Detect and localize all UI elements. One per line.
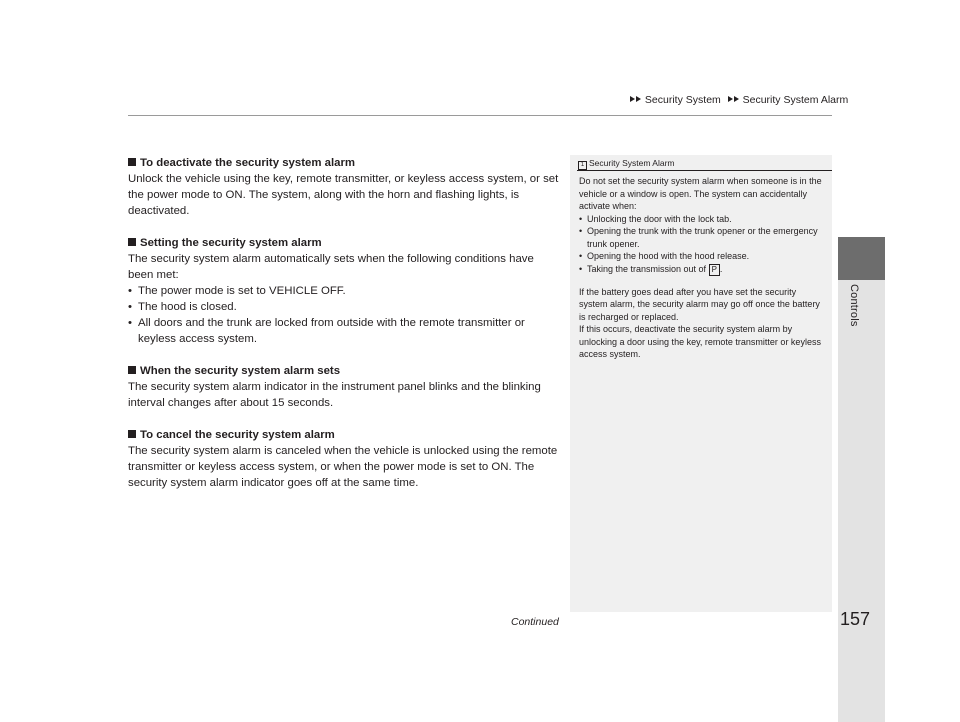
- list-item: • Taking the transmission out of P .: [579, 263, 723, 274]
- bullet-dot-icon: •: [579, 226, 583, 236]
- park-gear-icon: P: [709, 264, 720, 276]
- breadcrumb-item-section[interactable]: Security System: [644, 94, 721, 106]
- section-alarm-sets: [128, 363, 560, 411]
- square-bullet-icon: [128, 366, 136, 374]
- bullet-dot-icon: •: [579, 213, 583, 224]
- sidebar-title: 1 Security System Alarm: [578, 158, 675, 170]
- header-divider: [128, 115, 832, 116]
- breadcrumb: [630, 94, 848, 106]
- breadcrumb-arrow-icon: [636, 96, 641, 102]
- section-deactivate: [128, 155, 560, 219]
- list-item: • All doors and the trunk are locked from outside with the remote transmitter or keyless access system.: [128, 317, 525, 345]
- sidebar-divider: [577, 170, 832, 171]
- section-body: The security system alarm indicator in the instrument panel blinks and the blinking interval changes after about 15 seconds.: [128, 381, 541, 409]
- page-number: 157: [840, 609, 871, 629]
- condition-list: [128, 283, 560, 347]
- sidebar-paragraph: If this occurs, deactivate the security system alarm by unlocking a door using the key, remote transmitter or keyless access system.: [579, 324, 821, 359]
- section-cancel: [128, 427, 560, 491]
- square-bullet-icon: [128, 238, 136, 246]
- sidebar-list: [579, 213, 826, 276]
- side-tab-marker: [838, 237, 885, 280]
- section-heading: To deactivate the security system alarm: [128, 155, 560, 171]
- bullet-dot-icon: •: [128, 317, 132, 329]
- section-heading: When the security system alarm sets: [128, 363, 560, 379]
- section-setting: [128, 235, 560, 347]
- bullet-dot-icon: •: [128, 301, 132, 313]
- list-item: • The power mode is set to VEHICLE OFF.: [128, 285, 346, 297]
- bullet-dot-icon: •: [579, 251, 583, 261]
- section-heading: To cancel the security system alarm: [128, 427, 560, 443]
- side-tab-label: Controls: [848, 284, 860, 327]
- section-heading: Setting the security system alarm: [128, 235, 560, 251]
- list-item: • The hood is closed.: [128, 301, 237, 313]
- side-tab-strip: [838, 280, 885, 722]
- square-bullet-icon: [128, 158, 136, 166]
- bullet-dot-icon: •: [128, 285, 132, 297]
- sidebar-body: [579, 175, 826, 361]
- list-item: • Opening the hood with the hood release.: [579, 251, 750, 261]
- section-body: The security system alarm automatically sets when the following conditions have been met:: [128, 253, 534, 281]
- list-item: • Opening the trunk with the trunk opener or the emergency trunk opener.: [579, 226, 818, 249]
- section-body: Unlock the vehicle using the key, remote transmitter, or keyless access system, or set the power mode to ON. The system, along with the horn and flashing lights, is deactivated.: [128, 173, 559, 217]
- breadcrumb-arrow-icon: [728, 96, 733, 102]
- list-item: • Unlocking the door with the lock tab.: [579, 213, 732, 224]
- main-content: [128, 155, 560, 507]
- sidebar-paragraph: If the battery goes dead after you have set the security system alarm, the security alarm may go off once the battery is recharged or replaced.: [579, 286, 820, 322]
- square-bullet-icon: [128, 430, 136, 438]
- breadcrumb-arrow-icon: [734, 96, 739, 102]
- breadcrumb-arrow-icon: [630, 96, 635, 102]
- breadcrumb-item-page[interactable]: Security System Alarm: [742, 94, 849, 106]
- continued-label: Continued: [511, 616, 559, 628]
- sidebar-intro: Do not set the security system alarm when someone is in the vehicle or a window is open. The system can accidentally activate when:: [579, 176, 822, 211]
- bullet-dot-icon: •: [579, 263, 583, 274]
- reference-marker-icon: 1: [578, 161, 587, 170]
- section-body: The security system alarm is canceled when the vehicle is unlocked using the remote transmitter or keyless access system, or when the power mode is set to ON. The security system alarm indicator goes off at the same time.: [128, 445, 558, 489]
